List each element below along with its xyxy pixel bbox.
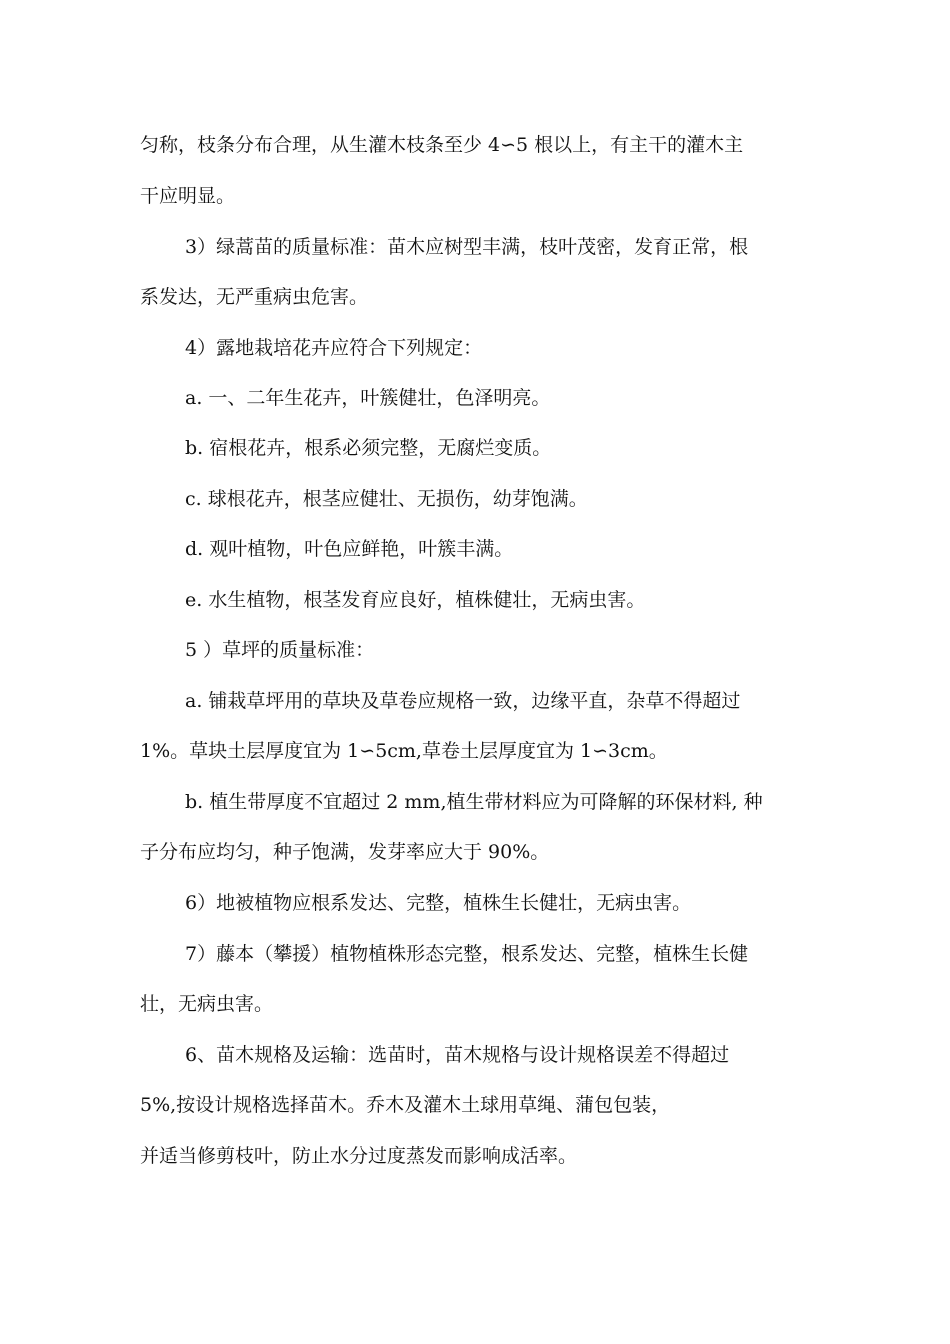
- text-line: 子分布应均匀，种子饱满，发芽率应大于 90%。: [140, 841, 550, 863]
- list-item: e. 水生植物，根茎发育应良好，植株健壮，无病虫害。: [185, 589, 646, 611]
- paragraph-line: 5 ）草坪的质量标准：: [185, 639, 375, 661]
- paragraph-line: 4）露地栽培花卉应符合下列规定：: [185, 337, 483, 359]
- text-line: 匀称，枝条分布合理，从生灌木枝条至少 4∽5 根以上，有主干的灌木主: [140, 134, 744, 156]
- text-line: 系发达，无严重病虫危害。: [140, 286, 369, 308]
- list-item: c. 球根花卉，根茎应健壮、无损伤，幼芽饱满。: [185, 488, 588, 510]
- list-item: b. 植生带厚度不宜超过 2 mm,植生带材料应为可降解的环保材料, 种: [185, 791, 763, 813]
- text-line: 壮，无病虫害。: [140, 993, 274, 1015]
- paragraph-line: 7）藤本（攀援）植物植株形态完整，根系发达、完整，植株生长健: [185, 943, 749, 965]
- paragraph-line: 6、苗木规格及运输：选苗时，苗木规格与设计规格误差不得超过: [185, 1044, 730, 1066]
- paragraph-line: 3）绿蒿苗的质量标准：苗木应树型丰满，枝叶茂密，发育正常，根: [185, 236, 749, 258]
- paragraph-line: 6）地被植物应根系发达、完整，植株生长健壮，无病虫害。: [185, 892, 692, 914]
- list-item: a. 一、二年生花卉，叶簇健壮，色泽明亮。: [185, 387, 551, 409]
- list-item: d. 观叶植物，叶色应鲜艳，叶簇丰满。: [185, 538, 514, 560]
- list-item: b. 宿根花卉，根系必须完整，无腐烂变质。: [185, 437, 552, 459]
- text-line: 1%。草块土层厚度宜为 1∽5cm,草卷土层厚度宜为 1∽3cm。: [140, 740, 668, 762]
- text-line: 5%,按设计规格选择苗木。乔木及灌木土球用草绳、蒲包包装，: [140, 1094, 671, 1116]
- list-item: a. 铺栽草坪用的草块及草卷应规格一致，边缘平直，杂草不得超过: [185, 690, 741, 712]
- text-line: 并适当修剪枝叶，防止水分过度蒸发而影响成活率。: [140, 1145, 578, 1167]
- text-line: 干应明显。: [140, 185, 236, 207]
